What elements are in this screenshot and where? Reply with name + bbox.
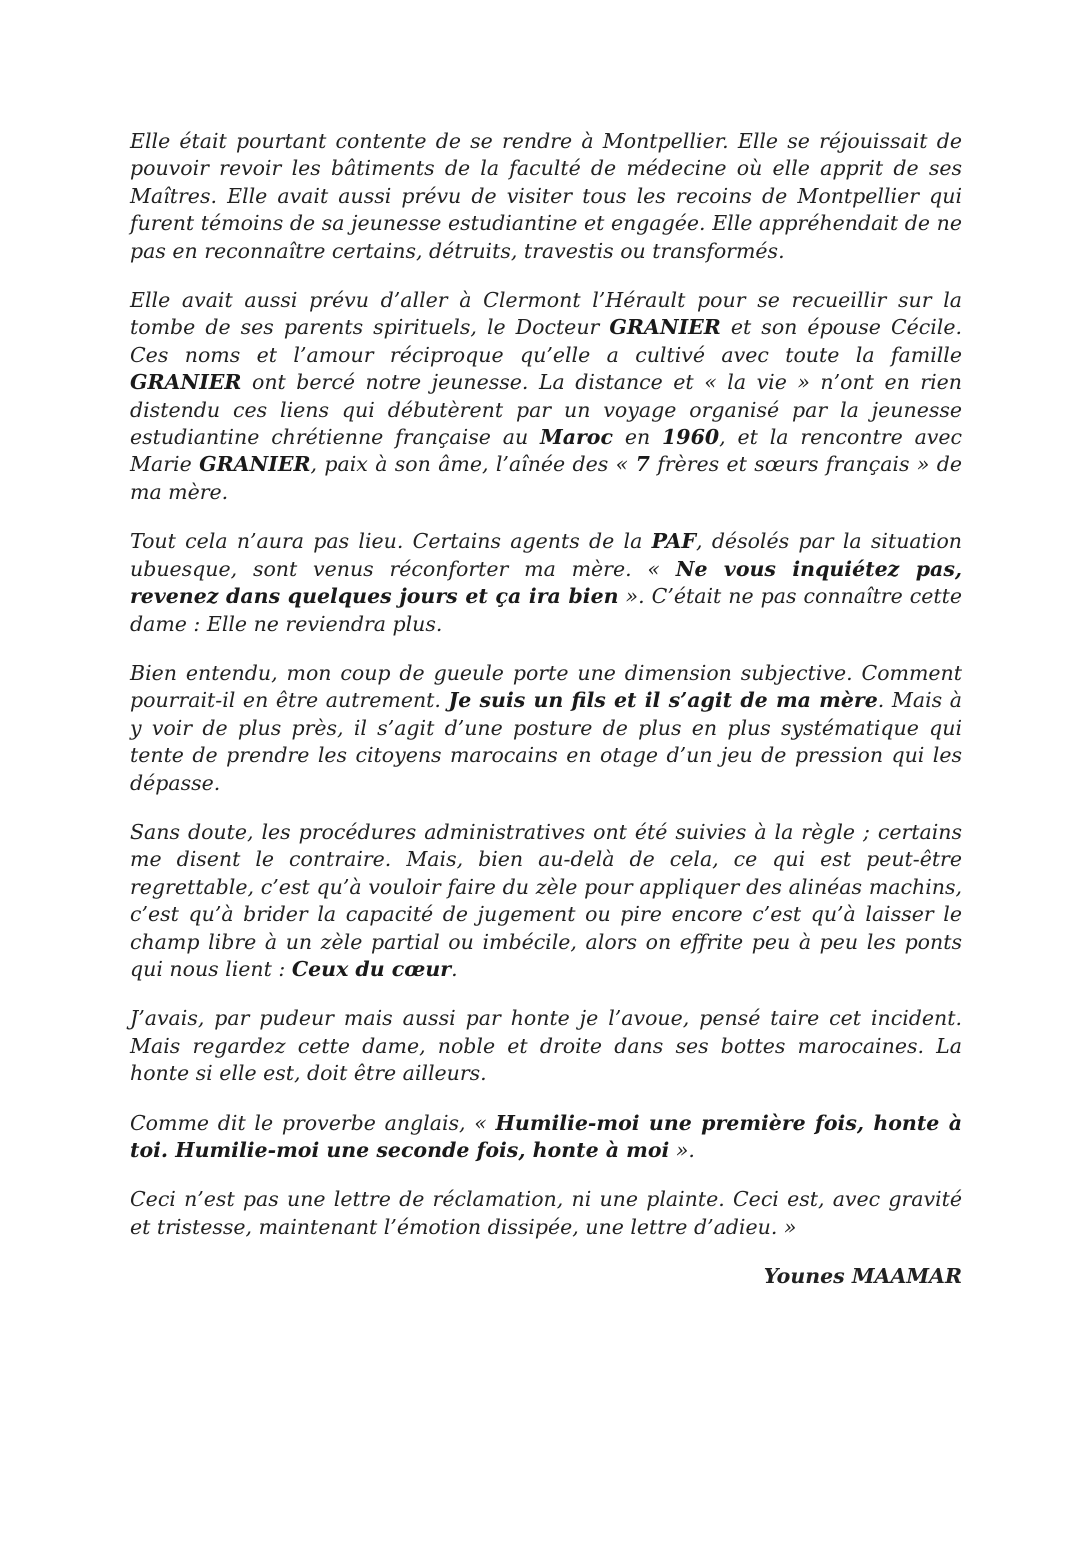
- text-run: .: [451, 956, 458, 981]
- signature: Younes MAAMAR: [763, 1264, 962, 1289]
- paragraph: [130, 1186, 962, 1241]
- bold-text: Maroc: [540, 425, 613, 450]
- text-run: et son épouse Cécile. Ces noms et l’amour réciproque qu’elle a cultivé avec toute la famille: [130, 315, 962, 367]
- text-run: Sans doute, les procédures administratives ont été suivies à la règle ; certains me disent le contraire. Mais, bien au-delà de cela, ce qui est peut-être regrettable, c’est qu’à vouloir faire du zèle pour appliquer des alinéas machins, c’est qu’à brider la capacité de jugement ou pire encore c’est qu’à laisser le champ libre à un zèle partial ou imbécile, alors on effrite peu à peu les ponts qui nous lient :: [130, 819, 962, 981]
- paragraph-list: [130, 128, 962, 1241]
- paragraph: [130, 528, 962, 638]
- text-run: Comme dit le proverbe anglais, «: [130, 1110, 496, 1135]
- text-run: en: [612, 425, 663, 450]
- bold-text: Humilie-moi une première fois, honte à toi. Humilie-moi une seconde fois, honte à moi: [130, 1110, 962, 1162]
- text-run: , et la rencontre avec Marie: [130, 425, 962, 477]
- paragraph: [130, 1110, 962, 1165]
- bold-text: GRANIER: [130, 370, 242, 395]
- paragraph: [130, 128, 962, 265]
- paragraph: [130, 1005, 962, 1087]
- paragraph: [130, 819, 962, 983]
- bold-text: Je suis un fils et il s’agit de ma mère: [448, 688, 878, 713]
- text-run: ont bercé notre jeunesse. La distance et « la vie » n’ont en rien distendu ces liens qui débutèrent par un voyage organisé par la jeunesse estudiantine chrétienne française au: [130, 370, 962, 450]
- letter-body: [130, 128, 962, 1313]
- text-run: Elle avait aussi prévu d’aller à Clermont l’Hérault pour se recueillir sur la tombe de ses parents spirituels, le Docteur: [130, 288, 962, 340]
- text-run: ». C’était ne pas connaître cette dame : Elle ne reviendra plus.: [130, 584, 962, 636]
- paragraph: [130, 287, 962, 506]
- bold-text: 7: [635, 452, 650, 477]
- bold-text: GRANIER: [609, 315, 721, 340]
- paragraph: [130, 660, 962, 797]
- text-run: Ceci n’est pas une lettre de réclamation, ni une plainte. Ceci est, avec gravité et tristesse, maintenant l’émotion dissipée, une lettre d’adieu. »: [130, 1187, 962, 1239]
- text-run: , désolés par la situation ubuesque, sont venus réconforter ma mère. «: [130, 529, 962, 581]
- text-run: Elle était pourtant contente de se rendre à Montpellier. Elle se réjouissait de pouvoir revoir les bâtiments de la faculté de médecine où elle apprit de ses Maîtres. Elle avait aussi prévu de visiter tous les recoins de Montpellier qui furent témoins de sa jeunesse estudiantine et engagée. Elle appréhendait de ne pas en reconnaître certains, détruits, travestis ou transformés.: [130, 129, 962, 263]
- text-run: Tout cela n’aura pas lieu. Certains agents de la: [130, 529, 652, 554]
- text-run: ».: [669, 1138, 695, 1162]
- bold-text: PAF: [651, 529, 697, 554]
- text-run: J’avais, par pudeur mais aussi par honte je l’avoue, pensé taire cet incident. Mais regardez cette dame, noble et droite dans ses bottes marocaines. La honte si elle est, doit être ailleurs.: [130, 1006, 962, 1086]
- bold-text: Ne vous inquiétez pas, revenez dans quelques jours et ça ira bien: [130, 556, 962, 609]
- text-run: . Mais à y voir de plus près, il s’agit d’une posture de plus en plus systématique qui tente de prendre les citoyens marocains en otage d’un jeu de pression qui les dépasse.: [130, 688, 962, 795]
- text-run: frères et sœurs français » de ma mère.: [130, 452, 963, 504]
- text-run: Bien entendu, mon coup de gueule porte une dimension subjective. Comment pourrait-il en être autrement.: [130, 660, 962, 713]
- text-run: , paix à son âme, l’aînée des «: [310, 452, 636, 477]
- bold-text: 1960: [662, 425, 720, 450]
- bold-text: Ceux du cœur: [291, 956, 452, 981]
- bold-text: GRANIER: [199, 452, 311, 477]
